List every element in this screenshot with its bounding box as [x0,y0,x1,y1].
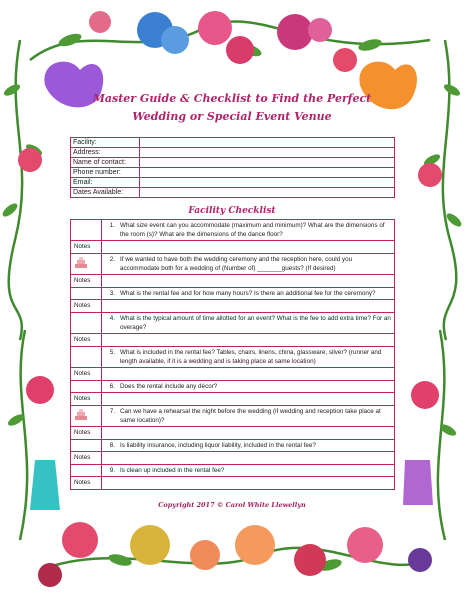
question-number: 8. [102,440,118,452]
address-value[interactable] [140,148,395,158]
facility-label: Facility: [71,138,140,148]
question-row [71,288,395,300]
question-text: Is clean up included in the rental fee? [117,465,395,477]
question-text: Does the rental include any décor? [117,381,395,393]
contact-row [71,158,395,168]
notes-label: Notes [71,300,102,313]
notes-row [71,275,395,288]
notes-field[interactable] [102,300,395,313]
question-number: 2. [102,254,118,275]
phone-value[interactable] [140,168,395,178]
address-label: Address: [71,148,140,158]
question-number: 9. [102,465,118,477]
notes-row [71,241,395,254]
facility-value[interactable] [140,138,395,148]
page-title-line-2: Wedding or Special Event Venue [132,110,332,123]
email-value[interactable] [140,178,395,188]
question-row [71,465,395,477]
question-text: What size event can you accommodate (maximum and minimum)? What are the dimensions of the room (s)? What are the dimensions of the dance floor? [117,220,395,241]
contact-label: Name of contact: [71,158,140,168]
notes-label: Notes [71,393,102,406]
question-text: Can we have a rehearsal the night before the wedding (if wedding and reception take place at same location)? [117,406,395,427]
notes-field[interactable] [102,275,395,288]
notes-label: Notes [71,427,102,440]
notes-row [71,334,395,347]
notes-row [71,393,395,406]
notes-row [71,452,395,465]
notes-field[interactable] [102,452,395,465]
question-row [71,381,395,393]
dates-value[interactable] [140,188,395,198]
phone-label: Phone number: [71,168,140,178]
notes-field[interactable] [102,368,395,381]
question-number: 3. [102,288,118,300]
question-text: If we wanted to have both the wedding ceremony and the reception here, could you accommodate both for a wedding of (Number of) _______guests? (If desired) [117,254,395,275]
phone-row [71,168,395,178]
question-row [71,254,395,275]
notes-label: Notes [71,275,102,288]
facility-info-table [70,137,395,198]
question-text: Is liability insurance, including liquor liability, included in the rental fee? [117,440,395,452]
checklist-table [70,219,395,490]
question-row [71,313,395,334]
question-number: 7. [102,406,118,427]
notes-label: Notes [71,477,102,490]
question-row [71,347,395,368]
notes-row [71,427,395,440]
address-row [71,148,395,158]
dates-row [71,188,395,198]
email-row [71,178,395,188]
notes-field[interactable] [102,427,395,440]
question-number: 5. [102,347,118,368]
facility-row [71,138,395,148]
copyright-footer: Copyright 2017 © Carol White Llewellyn [158,501,306,509]
question-row [71,440,395,452]
notes-row [71,368,395,381]
question-number: 4. [102,313,118,334]
notes-field[interactable] [102,477,395,490]
question-text: What is included in the rental fee? Tables, chairs, linens, china, glassware, silver? (runner and length available, if it is a wedding and is taking place at same location) [117,347,395,368]
notes-field[interactable] [102,393,395,406]
question-text: What is the rental fee and for how many hours? Is there an additional fee for the ceremony? [117,288,395,300]
checklist-heading: Facility Checklist [188,206,276,216]
notes-field[interactable] [102,334,395,347]
email-label: Email: [71,178,140,188]
notes-row [71,300,395,313]
contact-value[interactable] [140,158,395,168]
notes-field[interactable] [102,241,395,254]
question-number: 1. [102,220,118,241]
notes-label: Notes [71,368,102,381]
page-title-line-1: Master Guide & Checklist to Find the Perfect [92,92,372,105]
question-row [71,220,395,241]
question-number: 6. [102,381,118,393]
notes-row [71,477,395,490]
dates-label: Dates Available: [71,188,140,198]
wedding-cake-icon [74,407,88,421]
wedding-cake-icon [74,255,88,269]
notes-label: Notes [71,334,102,347]
question-row [71,406,395,427]
notes-label: Notes [71,452,102,465]
question-text: What is the typical amount of time allotted for an event? What is the fee to add extra time? For an overage? [117,313,395,334]
notes-label: Notes [71,241,102,254]
